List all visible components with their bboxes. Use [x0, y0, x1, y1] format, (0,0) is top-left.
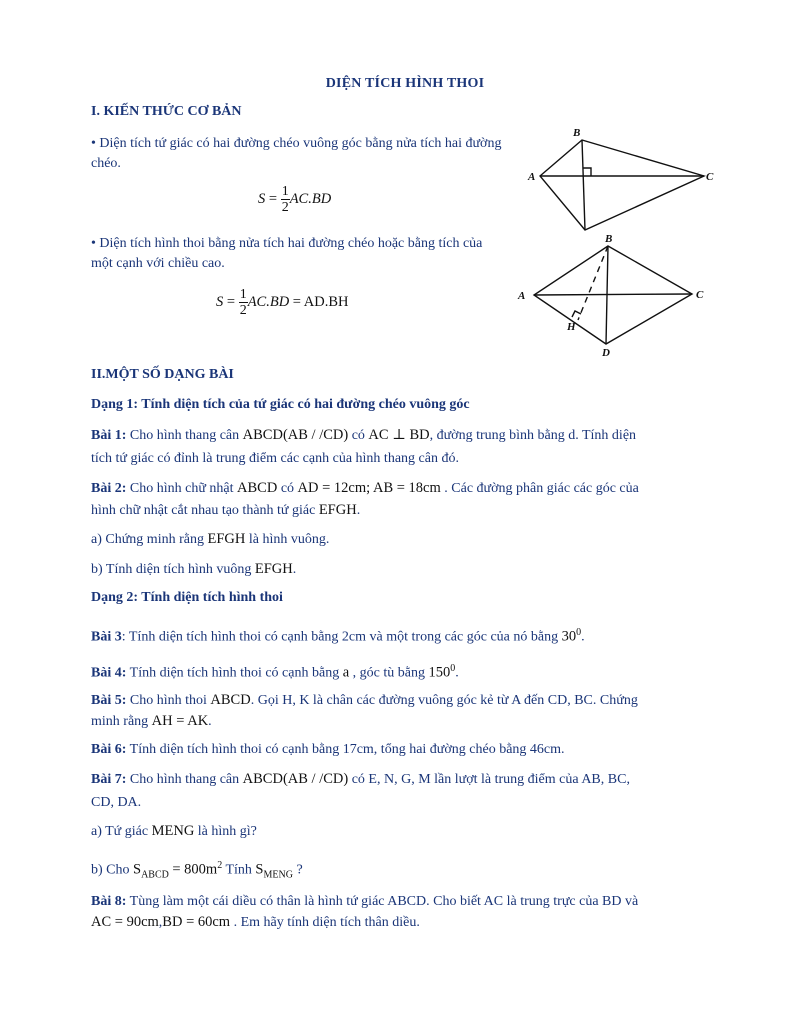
exercise-1-line-2: tích tứ giác có đỉnh là trung điểm các cạnh của hình thang cân đó.: [91, 451, 459, 466]
exercise-1-line-1: [91, 425, 731, 446]
kite-label-b: B: [573, 127, 581, 139]
exercise-8-math-bd: BD = 60cm: [162, 914, 231, 930]
exercise-2-text: Cho hình chữ nhật: [129, 481, 234, 496]
exercise-3-math-angle: 30: [561, 628, 577, 645]
exercise-8: [91, 892, 731, 933]
formula-1-den: 2: [281, 200, 289, 215]
formula-2-den: 2: [239, 303, 247, 318]
exercise-4-text: Tính diện tích hình thoi có cạnh bằng: [129, 665, 340, 681]
rhombus-diagonal-ac: [534, 294, 692, 295]
exercise-2-line-2-text: hình chữ nhật cắt nhau tạo thành tứ giác: [91, 503, 316, 518]
exercise-3-degree: 0: [576, 627, 582, 638]
exercise-2-part-b: [91, 559, 296, 580]
exercise-2-period: .: [356, 503, 361, 518]
formula-2-lhs: S: [216, 293, 224, 310]
height-right-angle-mark: [572, 311, 581, 317]
exercise-7-part-a: [91, 821, 257, 842]
formula-2-rhs: AC.BD: [247, 293, 290, 310]
exercise-7b-text-tinh: Tính: [225, 862, 252, 878]
exercise-2-line-1: [91, 478, 731, 499]
exercise-8-text: Tùng làm một cái diều có thân là hình tứ giác ABCD. Cho biết AC là trung trực của BD và: [129, 894, 639, 909]
formula-1-rhs: AC.BD: [289, 190, 332, 207]
exercise-7-part-b: [91, 856, 303, 885]
rhombus-label-a: A: [518, 290, 526, 302]
exercise-2b-end: .: [292, 562, 297, 577]
exercise-7-text: Cho hình thang cân: [129, 772, 240, 787]
bullet-2-text: Diện tích hình thoi bằng nửa tích hai đường chéo hoặc bằng tích của một cạnh với chiều cao.: [91, 236, 483, 271]
rhombus-label-b: B: [605, 233, 613, 245]
formula-1-num: 1: [281, 184, 289, 199]
exercise-7b-sub-abcd: ABCD: [141, 869, 169, 881]
kite-outline: [540, 140, 704, 230]
exercise-2: [91, 478, 731, 521]
formula-2-rhs2: = AD.BH: [292, 293, 349, 310]
exercise-5-label: Bài 5:: [91, 693, 127, 708]
section-2-heading: II.MỘT SỐ DẠNG BÀI: [91, 367, 234, 382]
exercise-1-math-trapezoid: ABCD(AB / /CD): [242, 427, 349, 443]
bullet-icon: •: [91, 136, 96, 151]
exercise-7-math-trapezoid: ABCD(AB / /CD): [242, 771, 349, 787]
exercise-2-label: Bài 2:: [91, 481, 127, 496]
exercise-2-part-a: [91, 529, 329, 550]
page-title: DIỆN TÍCH HÌNH THOI: [325, 76, 485, 91]
exercise-2a-end: là hình vuông.: [248, 532, 330, 547]
exercise-5-text: Cho hình thoi: [129, 693, 207, 708]
exercise-4-end: .: [455, 665, 459, 681]
exercise-7-line-2: CD, DA.: [91, 795, 142, 810]
exercise-7a-end: là hình gì?: [197, 824, 257, 839]
bullet-paragraph-1: [91, 134, 511, 174]
right-angle-mark: [583, 168, 591, 176]
exercise-7b-math-value: = 800m: [172, 861, 218, 878]
exercise-1-math-perp: AC ⊥ BD: [368, 427, 430, 443]
exercise-2b-text: b) Tính diện tích hình vuông: [91, 562, 252, 577]
exercise-6-text: Tính diện tích hình thoi có cạnh bằng 17cm, tổng hai đường chéo bằng 46cm.: [129, 742, 565, 757]
exercise-1-text-end: , đường trung bình bằng d. Tính diện: [429, 428, 637, 443]
formula-2-eq: =: [226, 293, 236, 310]
exercise-2-math-sides: AD = 12cm; AB = 18cm: [297, 480, 441, 496]
dang-2-heading: Dạng 2: Tính diện tích hình thoi: [91, 590, 283, 605]
exercise-7-text-end: có E, N, G, M lần lượt là trung điểm của AB, BC,: [351, 772, 630, 787]
rhombus-label-c: C: [696, 289, 704, 301]
exercise-7b-text: b) Cho: [91, 862, 130, 878]
exercise-4-math-angle: 150: [428, 664, 451, 681]
exercise-2-line-2: [91, 500, 731, 521]
rhombus-height-bh: [578, 246, 608, 320]
exercise-3: [91, 623, 585, 648]
exercise-4: [91, 659, 459, 684]
formula-1-fraction: [281, 184, 290, 215]
exercise-1-text: Cho hình thang cân: [129, 428, 240, 443]
kite-figure: [520, 124, 720, 236]
exercise-7-label: Bài 7:: [91, 772, 127, 787]
exercise-4-degree: 0: [450, 663, 456, 674]
exercise-3-label: Bài 3: [91, 629, 122, 645]
exercise-6-label: Bài 6:: [91, 742, 127, 757]
exercise-5-text-end: . Gọi H, K là chân các đường vuông góc kẻ từ A đến CD, BC. Chứng: [250, 693, 638, 708]
kite-label-a: A: [528, 171, 536, 183]
formula-1-eq: =: [268, 190, 278, 207]
exercise-5-line-1: [91, 690, 731, 711]
exercise-6: [91, 740, 565, 760]
exercise-7b-area-symbol: S: [133, 861, 142, 878]
exercise-7b-area-symbol-2: S: [255, 861, 264, 878]
exercise-1-text-co: có: [351, 428, 365, 443]
formula-2-num: 1: [239, 287, 247, 302]
exercise-7b-sub-meng: MENG: [263, 869, 293, 881]
rhombus-label-d: D: [602, 347, 610, 359]
bullet-paragraph-2: [91, 234, 491, 274]
exercise-4-math-a: a: [342, 664, 350, 681]
exercise-2-text-co: có: [280, 481, 295, 496]
formula-2-fraction: [239, 287, 248, 318]
exercise-7a-text: a) Tứ giác: [91, 824, 149, 839]
exercise-4-label: Bài 4:: [91, 665, 127, 681]
rhombus-diagonal-bd: [606, 246, 608, 344]
exercise-7b-square: 2: [217, 860, 223, 871]
exercise-7: [91, 769, 731, 813]
bullet-icon: •: [91, 236, 96, 251]
exercise-1: [91, 425, 731, 469]
exercise-8-label: Bài 8:: [91, 894, 127, 909]
exercise-5-math-abcd: ABCD: [210, 692, 251, 708]
exercise-2-math-abcd: ABCD: [237, 480, 278, 496]
kite-label-c: C: [706, 171, 714, 183]
exercise-5-math-equal: AH = AK: [151, 713, 209, 729]
section-1-heading: I. KIẾN THỨC CƠ BẢN: [91, 104, 242, 119]
exercise-3-end: .: [581, 629, 585, 645]
exercise-2-math-efgh: EFGH: [318, 502, 357, 518]
rhombus-figure: [510, 230, 720, 360]
exercise-8-math-ac: AC = 90cm: [91, 914, 159, 930]
exercise-5-line-2: [91, 711, 731, 732]
exercise-7a-math: MENG: [151, 823, 195, 839]
dang-1-heading: Dạng 1: Tính diện tích của tứ giác có hai đường chéo vuông góc: [91, 397, 470, 412]
exercise-8-comma: ,: [158, 915, 163, 930]
rhombus-label-h: H: [567, 321, 576, 333]
formula-1-lhs: S: [258, 190, 266, 207]
formula-2: [216, 287, 349, 318]
exercise-8-line-2: [91, 912, 731, 933]
formula-1: [258, 184, 331, 215]
exercise-5-line-2-text: minh rằng: [91, 714, 149, 729]
exercise-5-end: .: [208, 714, 212, 729]
exercise-5: [91, 690, 731, 732]
exercise-8-end: . Em hãy tính diện tích thân diều.: [233, 915, 420, 930]
exercise-2a-math: EFGH: [207, 531, 246, 547]
exercise-2a-text: a) Chứng minh rằng: [91, 532, 204, 547]
kite-diagonal-bd: [582, 140, 585, 230]
exercise-2b-math: EFGH: [254, 561, 293, 577]
exercise-4-text-angle: , góc tù bằng: [352, 665, 425, 681]
exercise-2-text-end: . Các đường phân giác các góc của: [444, 481, 639, 496]
exercise-7b-end: ?: [296, 862, 303, 878]
exercise-7-line-1: [91, 769, 731, 790]
bullet-1-text: Diện tích tứ giác có hai đường chéo vuông góc bằng nửa tích hai đường chéo.: [91, 136, 502, 171]
exercise-3-text: : Tính diện tích hình thoi có cạnh bằng 2cm và một trong các góc của nó bằng: [121, 629, 559, 645]
exercise-1-label: Bài 1:: [91, 428, 127, 443]
exercise-8-line-1: [91, 892, 731, 912]
